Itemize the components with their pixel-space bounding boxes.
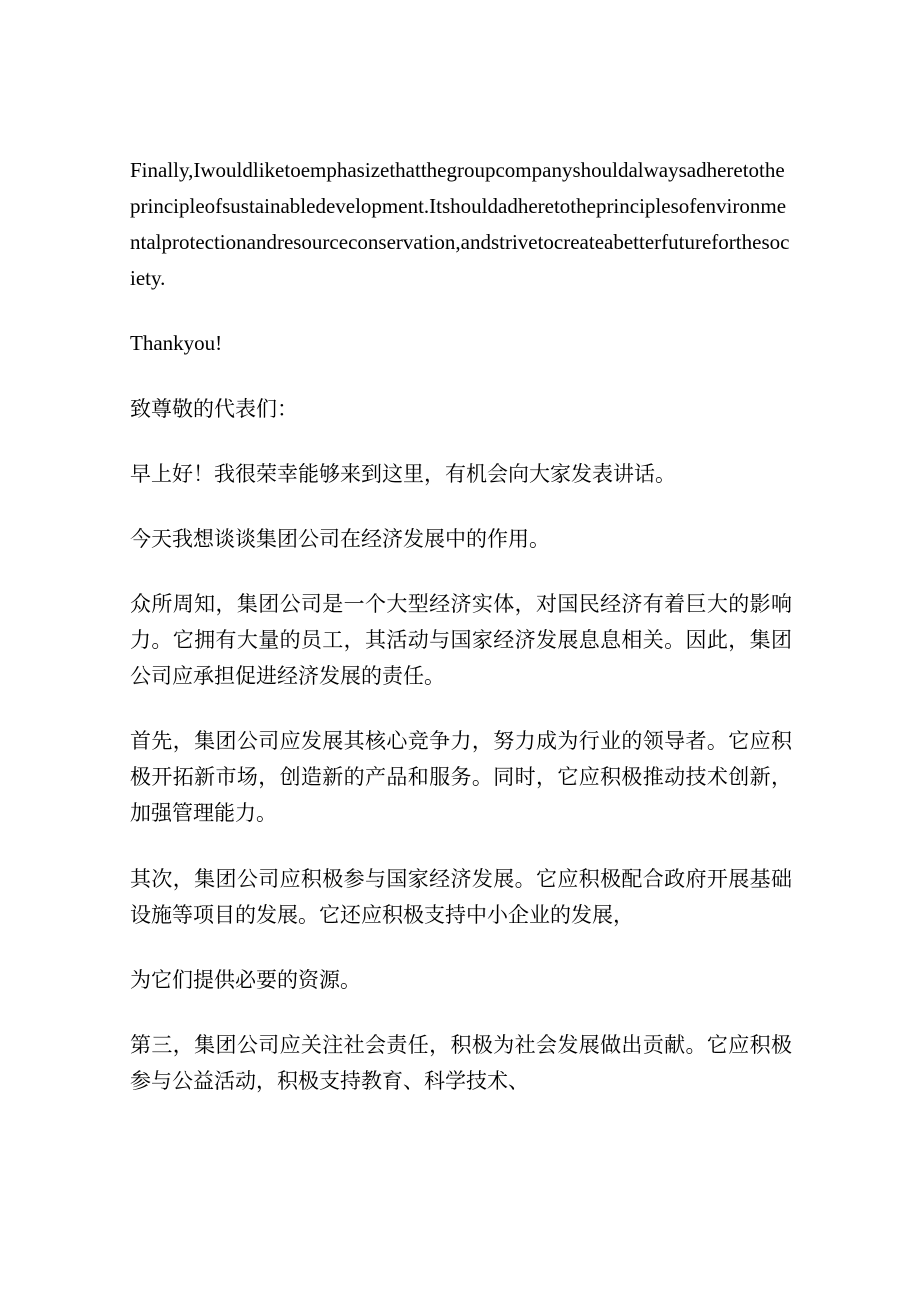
paragraph-body-3: 其次，集团公司应积极参与国家经济发展。它应积极配合政府开展基础设施等项目的发展。它还应积极支持中小企业的发展， xyxy=(130,866,792,927)
paragraph-topic-intro: 今天我想谈谈集团公司在经济发展中的作用。 xyxy=(130,526,550,551)
paragraph-thank-you: Thankyou! xyxy=(130,331,223,356)
paragraph-salutation: 致尊敬的代表们： xyxy=(130,396,298,421)
paragraph-body-4: 为它们提供必要的资源。 xyxy=(130,967,361,992)
paragraph-greeting: 早上好！我很荣幸能够来到这里，有机会向大家发表讲话。 xyxy=(130,461,676,486)
paragraph-body-1: 众所周知，集团公司是一个大型经济实体，对国民经济有着巨大的影响力。它拥有大量的员工，其活动与国家经济发展息息相关。因此，集团公司应承担促进经济发展的责任。 xyxy=(130,591,792,689)
paragraph-body-2: 首先，集团公司应发展其核心竞争力，努力成为行业的领导者。它应积极开拓新市场，创造新的产品和服务。同时，它应积极推动技术创新，加强管理能力。 xyxy=(130,729,792,826)
paragraph-body-5: 第三，集团公司应关注社会责任，积极为社会发展做出贡献。它应积极参与公益活动，积极支持教育、科学技术、 xyxy=(130,1032,792,1093)
paragraph-english-closing: Finally,Iwouldliketoemphasizethatthegroupcompanyshouldalwaysadheretotheprincipleofsustainabledevelopment.Itshouldadheretotheprinciplesofenvironmentalprotectionandresourceconservation,andstrivetocreateabetterfutureforthesociety. xyxy=(130,158,790,291)
